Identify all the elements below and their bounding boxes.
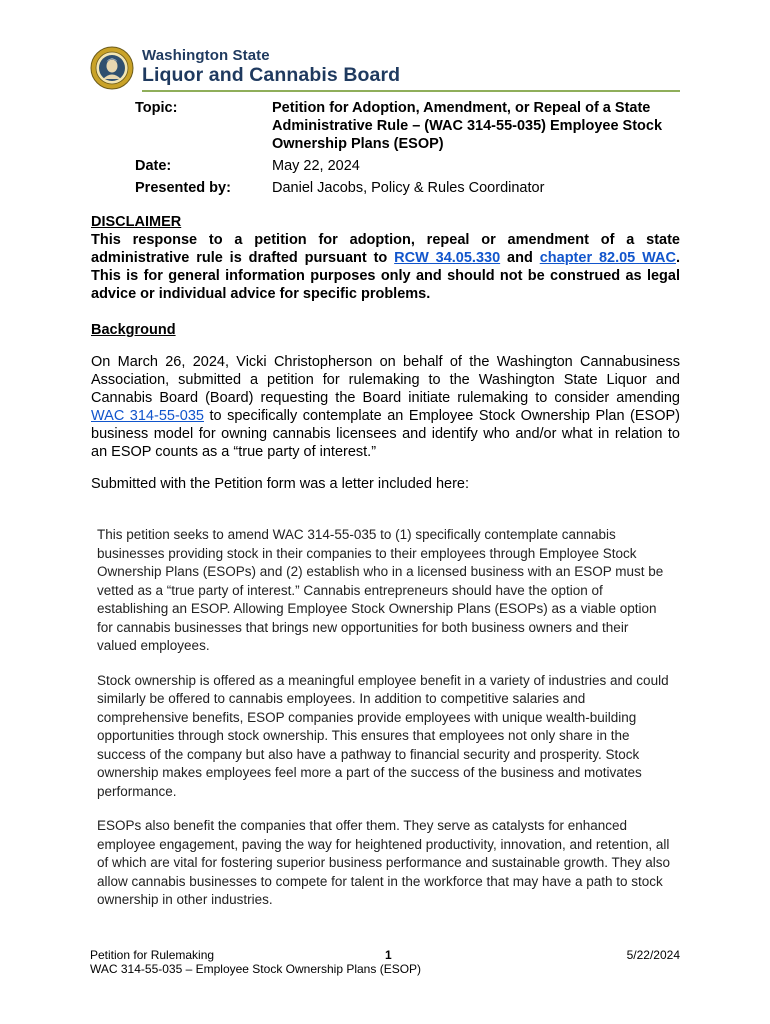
- topic-label: Topic:: [135, 100, 178, 116]
- letter-paragraph-3: ESOPs also benefit the companies that offer them. They serve as catalysts for enhanced employee engagement, paving the way for heightened productivity, innovation, and retention, all of which are vital for fostering superior business performance and sustainable growth. They also allow cannabis businesses to compete for talent in the workforce that may have a path to stock ownership in other industries.: [97, 818, 671, 907]
- disclaimer-text: [91, 231, 680, 303]
- disclaimer-title: DISCLAIMER: [91, 214, 182, 230]
- presenter-label: Presented by:: [135, 180, 231, 196]
- disclaimer-text-2: and: [500, 250, 540, 266]
- footer-date: 5/22/2024: [626, 948, 680, 962]
- disclaimer-text-3: . This is for general information purposes only and should not be construed as legal advice or individual advice for specific problems.: [91, 250, 680, 302]
- wac-314-55-035-link[interactable]: WAC 314-55-035: [91, 408, 204, 424]
- wac-chapter-link[interactable]: chapter 82.05 WAC: [539, 250, 676, 266]
- date-value: May 22, 2024: [272, 158, 360, 174]
- state-seal-icon: [90, 46, 134, 90]
- presenter-value: Daniel Jacobs, Policy & Rules Coordinator: [272, 180, 545, 196]
- page-number: 1: [385, 948, 392, 962]
- letter-paragraph-2: Stock ownership is offered as a meaningful employee benefit in a variety of industries and could similarly be offered to cannabis employees. In addition to competitive salaries and comprehensive benefits, ESOP companies provide employees with unique wealth-building opportunities through stock ownership. This ensures that employees not only share in the success of the company but also have a pathway to financial security and prosperity. Stock ownership makes employees feel more a part of the success of the business and motivates performance.: [97, 672, 669, 799]
- disclaimer-text-1: This response to a petition for adoption, repeal or amendment of a state administrative rule is drafted pursuant to: [91, 232, 680, 266]
- org-name-line2: Liquor and Cannabis Board: [142, 64, 401, 86]
- rcw-link[interactable]: RCW 34.05.330: [394, 250, 501, 266]
- topic-row: [135, 99, 685, 153]
- date-row: [135, 157, 685, 175]
- presenter-row: [135, 179, 685, 197]
- included-letter: [97, 526, 671, 926]
- main-content: [91, 213, 680, 493]
- document-meta: [135, 99, 685, 201]
- footer-subtitle: WAC 314-55-035 – Employee Stock Ownership Plans (ESOP): [90, 962, 422, 976]
- footer-title: Petition for Rulemaking: [90, 948, 215, 962]
- background-title: Background: [91, 322, 176, 338]
- background-text-a: On March 26, 2024, Vicki Christopherson on behalf of the Washington Cannabusiness Association, submitted a petition for rulemaking to the Washington State Liquor and Cannabis Board (Board) requesting the Board initiate rulemaking to consider amending: [91, 354, 680, 406]
- background-paragraph-2: Submitted with the Petition form was a letter included here:: [91, 476, 469, 492]
- topic-value: Petition for Adoption, Amendment, or Repeal of a State Administrative Rule – (WAC 314-55-035) Employee Stock Ownership Plans (ESOP): [272, 100, 663, 152]
- letter-paragraph-1: This petition seeks to amend WAC 314-55-035 to (1) specifically contemplate cannabis businesses providing stock in their companies to their employees through Employee Stock Ownership Plans (ESOPs) and (2) establish who in a licensed business with an ESOP must be vetted as a “true party of interest.” Cannabis entrepreneurs should have the option of establishing an ESOP. Allowing Employee Stock Ownership Plans (ESOPs) as a viable option for cannabis businesses that brings new opportunities for both business owners and their valued employees.: [97, 527, 664, 653]
- background-paragraph-1: [91, 353, 680, 461]
- header-rule: [142, 90, 680, 92]
- org-name-line1: Washington State: [142, 47, 270, 64]
- background-text-b: to specifically contemplate an Employee Stock Ownership Plan (ESOP) business model for owning cannabis licensees and identify who and/or what in relation to an ESOP counts as a “true party of interest.”: [91, 408, 680, 460]
- page-header: [90, 44, 680, 92]
- date-label: Date:: [135, 158, 172, 174]
